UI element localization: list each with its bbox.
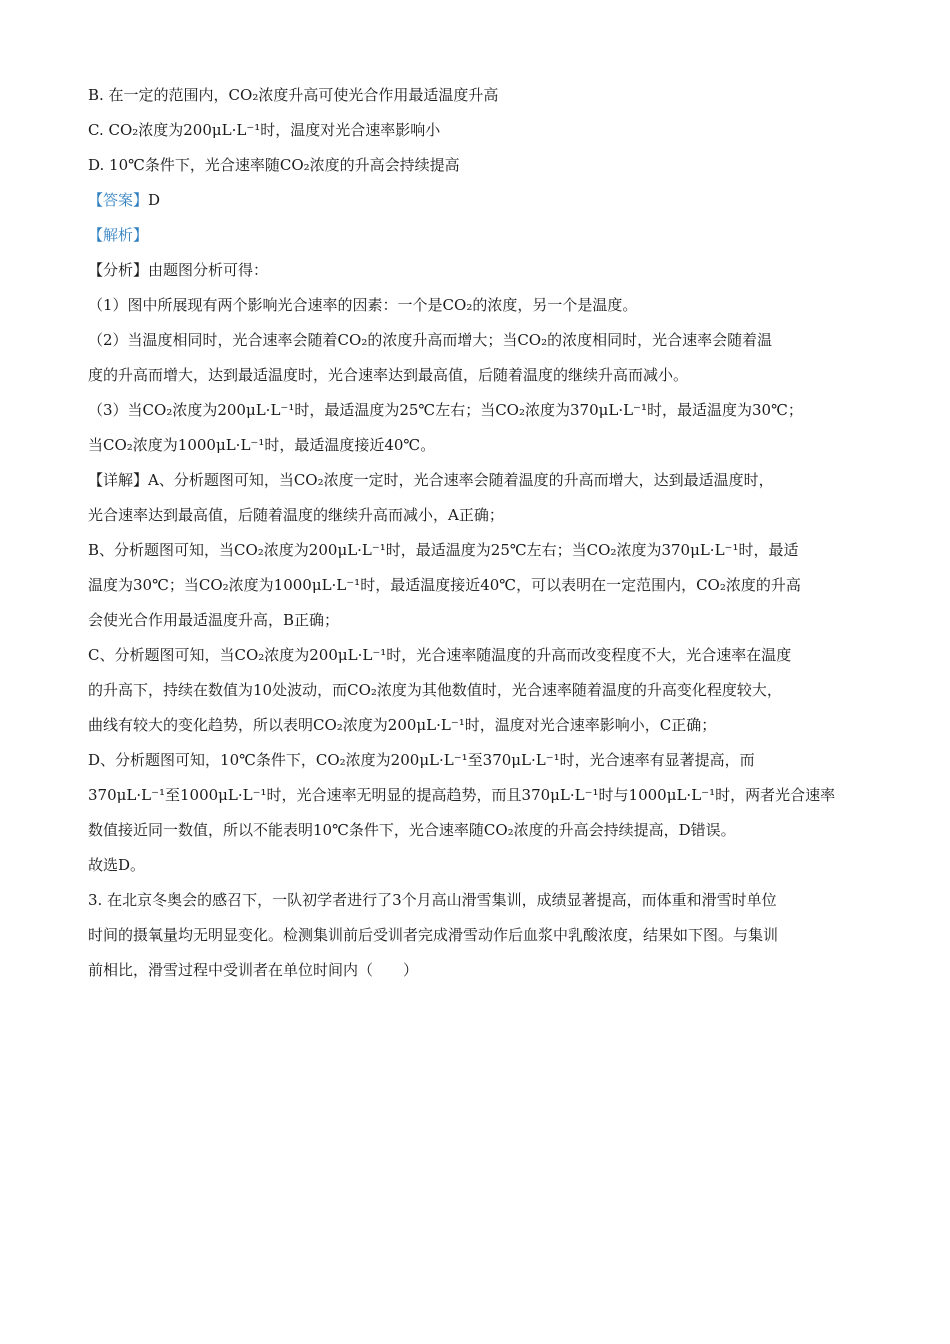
analysis-line: 当CO₂浓度为1000μL·L⁻¹时，最适温度接近40℃。	[88, 436, 436, 454]
analysis-line: 度的升高而增大，达到最适温度时，光合速率达到最高值，后随着温度的继续升高而减小。	[88, 366, 689, 384]
analysis-line: （3）当CO₂浓度为200μL·L⁻¹时，最适温度为25℃左右；当CO₂浓度为370μL·L⁻¹时，最适温度为30℃；	[88, 401, 803, 419]
detail-line: C、分析题图可知，当CO₂浓度为200μL·L⁻¹时，光合速率随温度的升高而改变程度不大，光合速率在温度	[88, 646, 792, 664]
question-3-line: 前相比，滑雪过程中受训者在单位时间内（ ）	[88, 961, 419, 979]
detail-line: B、分析题图可知，当CO₂浓度为200μL·L⁻¹时，最适温度为25℃左右；当CO₂浓度为370μL·L⁻¹时，最适	[88, 541, 799, 559]
detail-line: 光合速率达到最高值，后随着温度的继续升高而减小，A正确；	[88, 506, 504, 524]
question-3-line: 3. 在北京冬奥会的感召下，一队初学者进行了3个月高山滑雪集训，成绩显著提高，而体重和滑雪时单位	[88, 891, 777, 909]
detail-line: 数值接近同一数值，所以不能表明10℃条件下，光合速率随CO₂浓度的升高会持续提高，D错误。	[88, 821, 736, 839]
analysis-line: （2）当温度相同时，光合速率会随着CO₂的浓度升高而增大；当CO₂的浓度相同时，光合速率会随着温	[88, 331, 773, 349]
answer-line	[88, 183, 868, 218]
answer-value: D	[148, 191, 161, 209]
option-c: C. CO₂浓度为200μL·L⁻¹时，温度对光合速率影响小	[88, 121, 441, 139]
analysis-tag: 【解析】	[88, 226, 149, 244]
analysis-line: （1）图中所展现有两个影响光合速率的因素：一个是CO₂的浓度，另一个是温度。	[88, 296, 638, 314]
detail-line: 会使光合作用最适温度升高，B正确；	[88, 611, 340, 629]
detail-line: 的升高下，持续在数值为10处波动，而CO₂浓度为其他数值时，光合速率随着温度的升高变化程度较大，	[88, 681, 782, 699]
detail-line: 370μL·L⁻¹至1000μL·L⁻¹时，光合速率无明显的提高趋势，而且370μL·L⁻¹时与1000μL·L⁻¹时，两者光合速率	[88, 786, 836, 804]
detail-line: D、分析题图可知，10℃条件下，CO₂浓度为200μL·L⁻¹至370μL·L⁻¹时，光合速率有显著提高，而	[88, 751, 755, 769]
answer-tag: 【答案】	[88, 191, 149, 209]
detail-line: 【详解】A、分析题图可知，当CO₂浓度一定时，光合速率会随着温度的升高而增大，达到最适温度时，	[88, 471, 774, 489]
option-b: B. 在一定的范围内，CO₂浓度升高可使光合作用最适温度升高	[88, 86, 499, 104]
detail-line: 曲线有较大的变化趋势，所以表明CO₂浓度为200μL·L⁻¹时，温度对光合速率影响小，C正确；	[88, 716, 717, 734]
document-page	[88, 78, 868, 988]
analysis-line: 【分析】由题图分析可得：	[88, 261, 269, 279]
option-d: D. 10℃条件下，光合速率随CO₂浓度的升高会持续提高	[88, 156, 460, 174]
conclusion-line: 故选D。	[88, 856, 146, 874]
question-3-line: 时间的摄氧量均无明显变化。检测集训前后受训者完成滑雪动作后血浆中乳酸浓度，结果如下图。与集训	[88, 926, 779, 944]
detail-line: 温度为30℃；当CO₂浓度为1000μL·L⁻¹时，最适温度接近40℃，可以表明在一定范围内，CO₂浓度的升高	[88, 576, 801, 594]
